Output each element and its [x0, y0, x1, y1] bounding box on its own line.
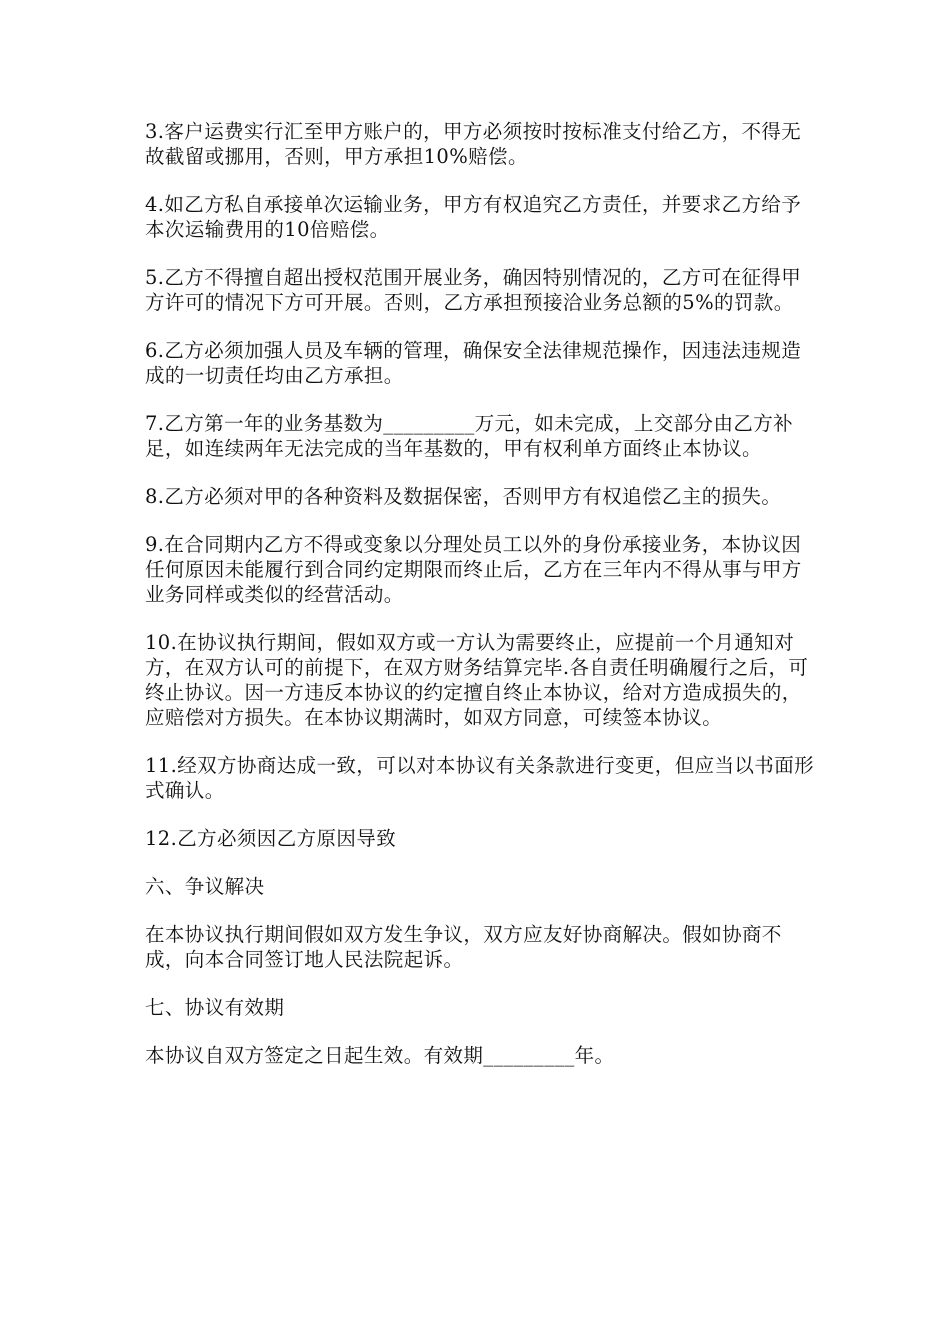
section-body-dispute: 在本协议执行期间假如双方发生争议，双方应友好协商解决。假如协商不成，向本合同签订地人民法院起诉。: [145, 923, 782, 971]
clause-5: 5.乙方不得擅自超出授权范围开展业务，确因特别情况的，乙方可在征得甲方许可的情况下方可开展。否则，乙方承担预接洽业务总额的5%的罚款。: [145, 266, 802, 314]
clause-6: 6.乙方必须加强人员及车辆的管理，确保安全法律规范操作，因违法违规造成的一切责任均由乙方承担。: [145, 339, 802, 387]
clause-4: 4.如乙方私自承接单次运输业务，甲方有权追究乙方责任，并要求乙方给予本次运输费用的10倍赔偿。: [145, 193, 802, 241]
section-heading-dispute: 六、争议解决: [145, 875, 265, 898]
clause-7: 7.乙方第一年的业务基数为_________万元，如未完成，上交部分由乙方补足，如连续两年无法完成的当年基数的，甲有权利单方面终止本协议。: [145, 412, 794, 460]
section-body-validity: 本协议自双方签定之日起生效。有效期_________年。: [145, 1044, 615, 1067]
section-heading-validity: 七、协议有效期: [145, 996, 285, 1019]
clause-11: 11.经双方协商达成一致，可以对本协议有关条款进行变更，但应当以书面形式确认。: [145, 754, 815, 802]
clause-8: 8.乙方必须对甲的各种资料及数据保密，否则甲方有权追偿乙主的损失。: [145, 485, 782, 508]
clause-12: 12.乙方必须因乙方原因导致: [145, 827, 397, 850]
clause-9: 9.在合同期内乙方不得或变象以分理处员工以外的身份承接业务，本协议因任何原因未能履行到合同约定期限而终止后，乙方在三年内不得从事与甲方业务同样或类似的经营活动。: [145, 533, 802, 606]
document-page: [145, 119, 815, 1091]
clause-3: 3.客户运费实行汇至甲方账户的，甲方必须按时按标准支付给乙方，不得无故截留或挪用，否则，甲方承担10%赔偿。: [145, 120, 802, 168]
clause-10: 10.在协议执行期间，假如双方或一方认为需要终止，应提前一个月通知对方，在双方认可的前提下，在双方财务结算完毕.各自责任明确履行之后，可终止协议。因一方违反本协议的约定擅自终止本协议，给对方造成损失的，应赔偿对方损失。在本协议期满时，如双方同意，可续签本协议。: [145, 631, 809, 729]
